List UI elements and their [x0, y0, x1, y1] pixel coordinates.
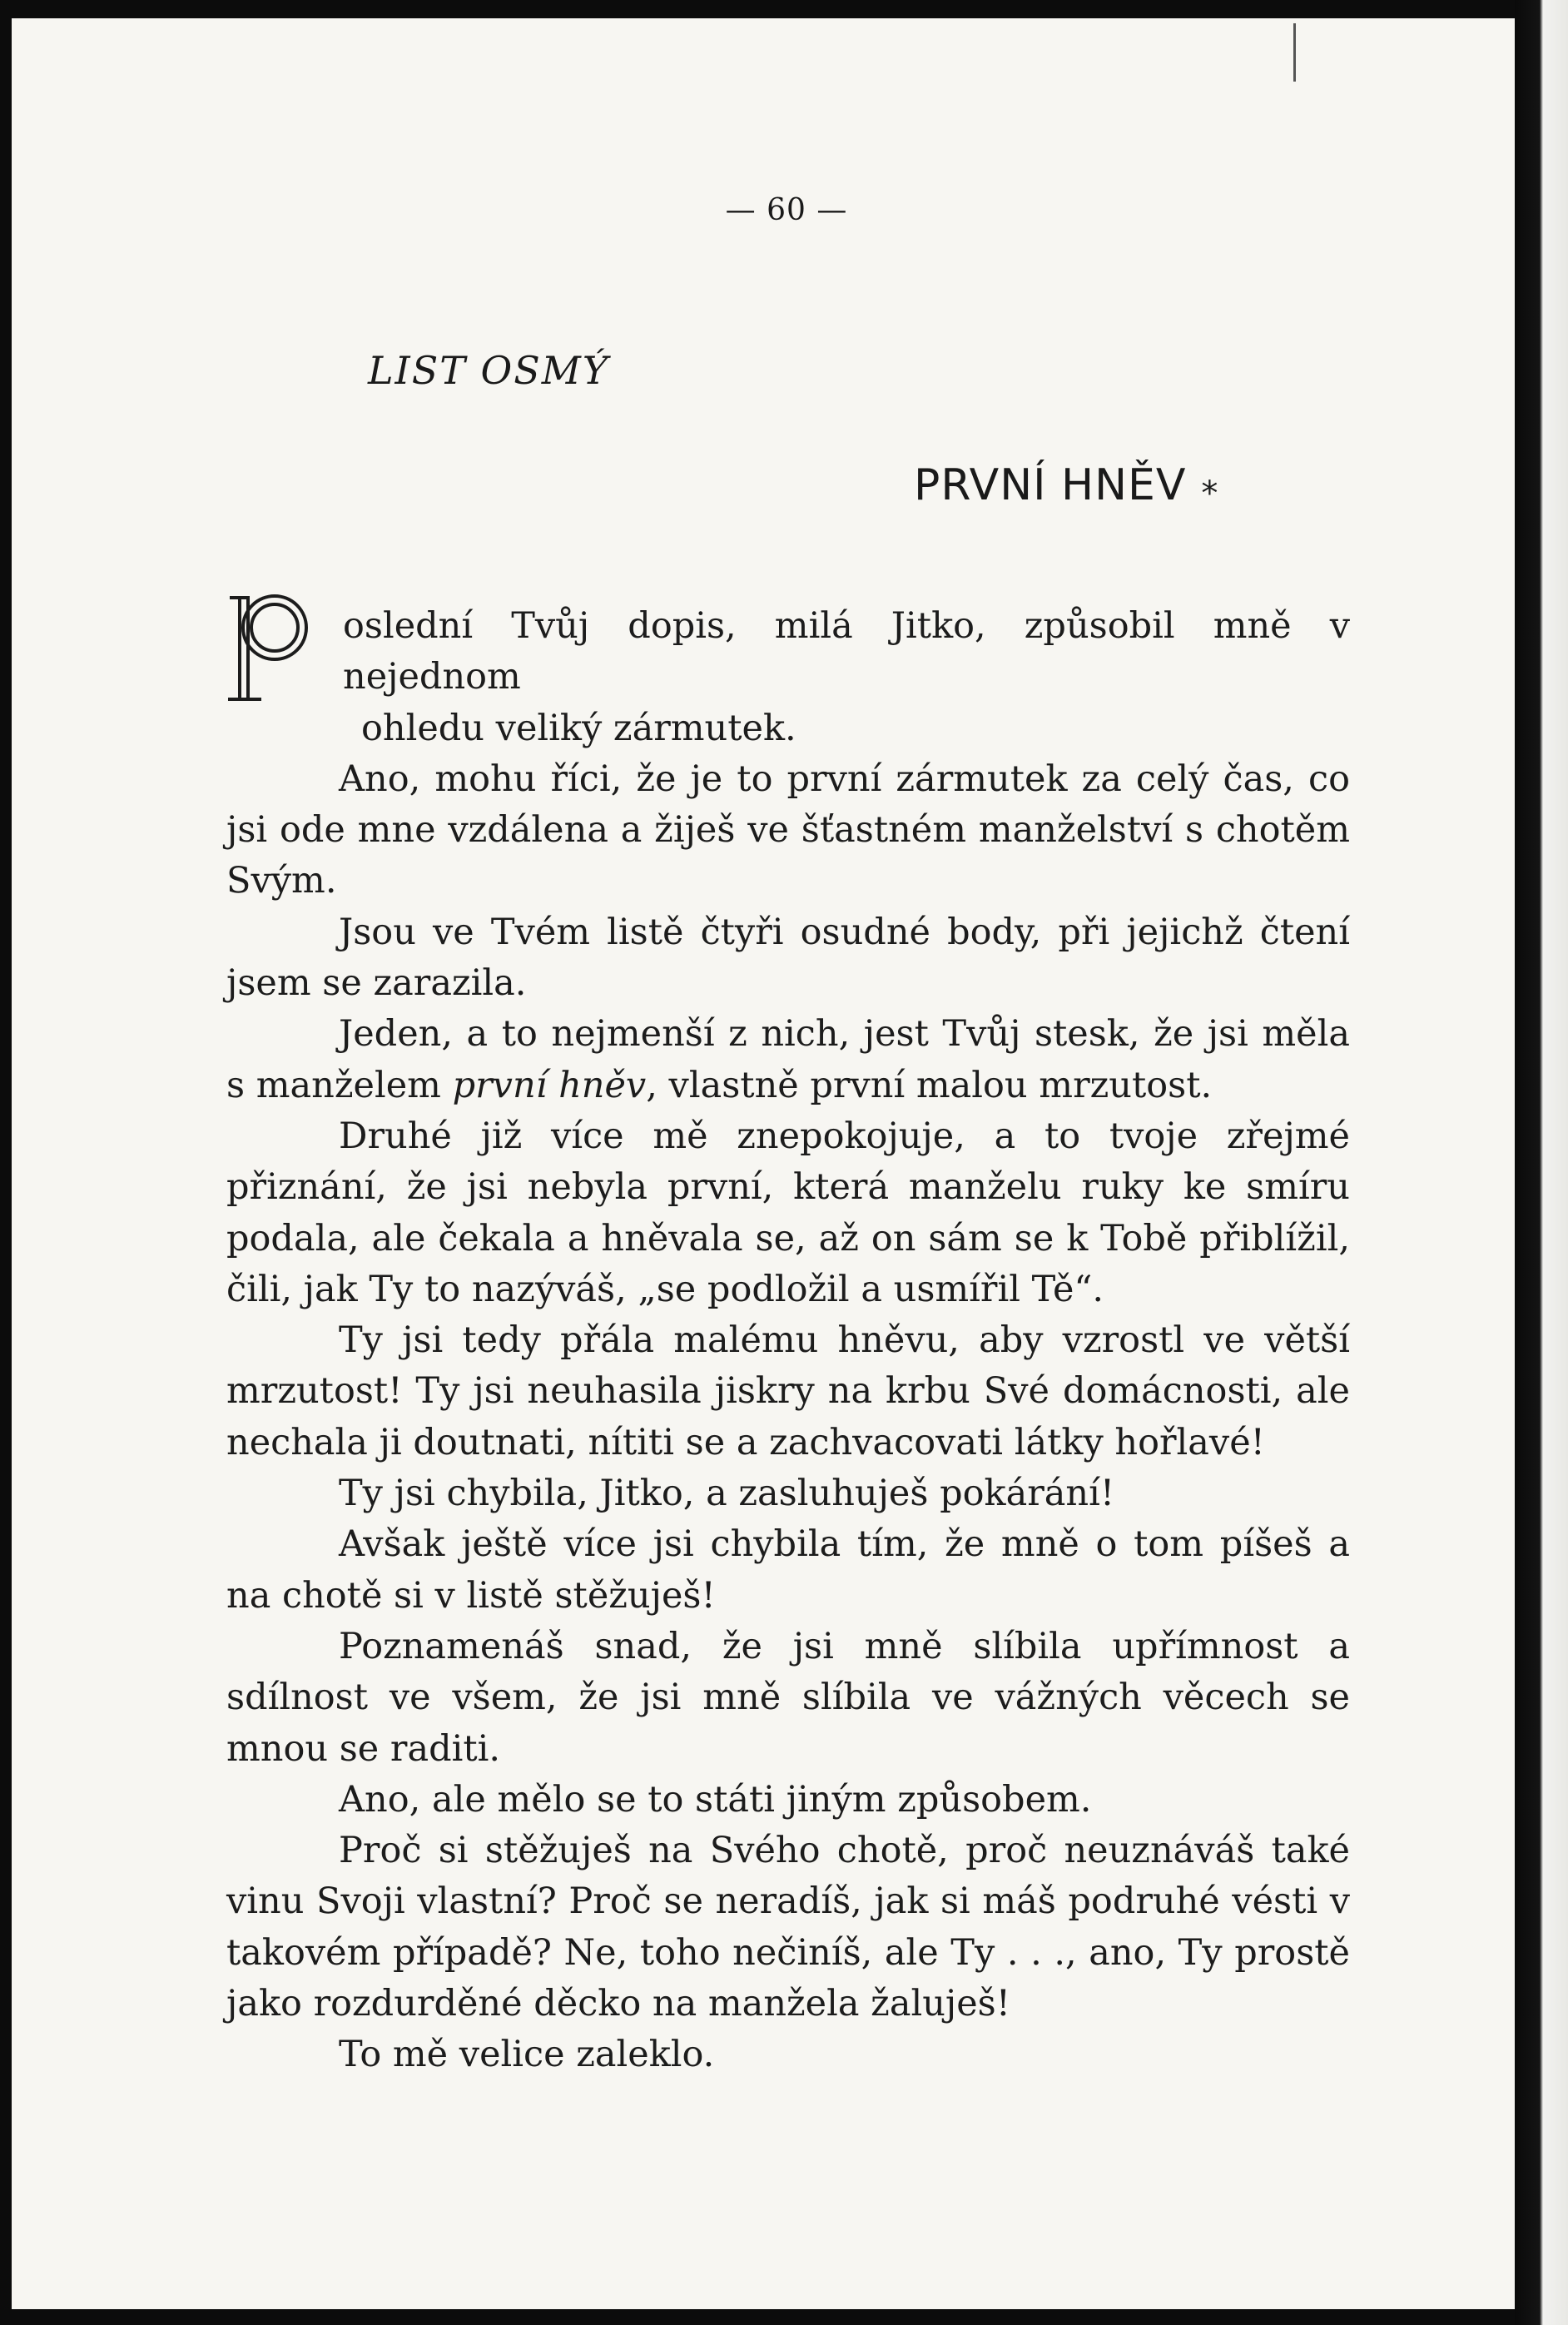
paragraph-text: Jeden, a to nejmenší z nich, jest Tvůj stesk, že jsi měla s manželem	[226, 1013, 1350, 1106]
drop-cap-letter: P	[271, 701, 277, 709]
paragraph: Ano, mohu říci, že je to první zármutek za celý čas, co jsi ode mne vzdálena a žiješ ve šťastném manželství s chotěm Svým.	[226, 758, 1350, 902]
scan-mark	[1293, 23, 1296, 82]
emphasized-text: první hněv	[452, 1064, 647, 1106]
paragraph: Ty jsi chybila, Jitko, a zasluhuješ pokárání!	[339, 1473, 1115, 1515]
paragraph: Proč si stěžuješ na Svého chotě, proč neuznáváš také vinu Svoji vlastní? Proč se neradíš, jak si máš podruhé vésti v takovém případě? Ne, toho nečiníš, ale Ty . . ., ano, Ty prostě jako rozdurděné děcko na manžela žaluješ!	[226, 1830, 1350, 2025]
chapter-title-text: PRVNÍ HNĚV	[914, 460, 1187, 510]
paragraph	[226, 1009, 1350, 1111]
paragraph: Ty jsi tedy přála malému hněvu, aby vzrostl ve větší mrzutost! Ty jsi neuhasila jiskry na krbu Své domácnosti, ale nechala ji doutnati, nítiti se a zachvacovati látky hořlavé!	[226, 1319, 1350, 1463]
page-number: — 60 —	[725, 193, 848, 227]
paragraph-opening-line1: oslední Tvůj dopis, milá Jitko, způsobil mně v nejednom	[343, 605, 1350, 698]
body-text	[226, 601, 1350, 2081]
paragraph: Avšak ještě více jsi chybila tím, že mně o tom píšeš a na chotě si v listě stěžuješ!	[226, 1523, 1350, 1617]
letter-heading: LIST OSMÝ	[368, 348, 610, 393]
page-edge	[1515, 0, 1568, 2325]
paragraph-text: , vlastně první malou mrzutost.	[646, 1064, 1213, 1106]
paragraph: Poznamenáš snad, že jsi mně slíbila upřímnost a sdílnost ve všem, že jsi mně slíbila ve vážných věcech se mnou se raditi.	[226, 1625, 1350, 1770]
paragraph: Druhé již více mě znepokojuje, a to tvoje zřejmé přiznání, že jsi nebyla první, která manželu ruky ke smíru podala, ale čekala a hněvala se, až on sám se k Tobě přiblížil, čili, jak Ty to nazýváš, „se podložil a usmířil Tě“.	[226, 1115, 1350, 1310]
chapter-title	[914, 460, 1218, 513]
asterisk-icon: *	[1201, 474, 1219, 513]
paragraph: Jsou ve Tvém listě čtyři osudné body, při jejichž čtení jsem se zarazila.	[226, 911, 1350, 1005]
paragraph: Ano, ale mělo se to státi jiným způsobem.	[339, 1778, 1092, 1821]
paragraph: To mě velice zaleklo.	[339, 2034, 715, 2076]
paragraph-opening-line2: ohledu veliký zármutek.	[361, 707, 796, 749]
